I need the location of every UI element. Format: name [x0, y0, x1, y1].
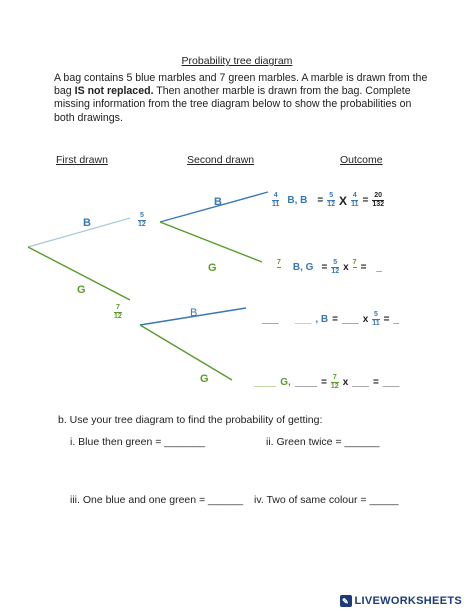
outcome-gb-times: x — [362, 314, 369, 325]
bb-branch-den: 11 — [272, 201, 280, 208]
bb-f2-num: 4 — [352, 192, 357, 199]
outcome-bg-times: x — [343, 262, 349, 273]
first-blue-den: 12 — [138, 221, 146, 229]
outcome-bg-blank[interactable]: _ — [376, 262, 382, 273]
outcome-gb-blank4[interactable]: _ — [393, 314, 400, 325]
bg-f2-num: 7 — [352, 259, 357, 266]
gg-f1-num: 7 — [332, 374, 337, 381]
outcome-gb-blank3[interactable]: ___ — [342, 314, 359, 325]
logo-mark-icon: ✎ — [340, 595, 352, 607]
intro-text-2: Then another marble is drawn from the bag. Complete missing information from the tree diagram below to show the probabilities on both drawings. — [54, 85, 412, 124]
bg-branch-num: 7 — [277, 259, 281, 266]
bb-branch-num: 4 — [273, 192, 278, 199]
outcome-row-bb — [272, 192, 384, 209]
outcome-gg-blank1[interactable]: ____ — [254, 377, 277, 388]
second-bg-label: G — [208, 262, 217, 274]
outcome-bg-eq2: = — [360, 262, 367, 273]
outcome-bb-eq2: = — [362, 195, 369, 206]
outcome-gg-eq2: = — [372, 377, 379, 388]
header-outcome: Outcome — [340, 154, 383, 166]
branch-gg — [140, 325, 232, 380]
bb-f1-den: 12 — [327, 201, 336, 208]
outcome-bb-name: B, B — [287, 195, 308, 206]
outcome-gg-eq: = — [321, 377, 327, 388]
outcome-bg-eq: = — [321, 262, 328, 273]
outcome-gg-times: x — [342, 377, 349, 388]
branch-first-blue — [28, 218, 130, 247]
outcome-gg-blank2[interactable]: ____ — [294, 377, 318, 388]
first-green-den: 12 — [114, 313, 122, 321]
outcome-gb-eq2: = — [383, 314, 390, 325]
first-green-label: G — [77, 284, 86, 296]
page-title: Probability tree diagram — [181, 55, 293, 67]
outcome-gb-blank1[interactable]: ___ — [262, 314, 279, 325]
bg-f1-num: 5 — [333, 259, 338, 266]
bg-f1-den: 12 — [331, 268, 340, 275]
outcome-gb-blank2[interactable]: ___ — [294, 314, 312, 325]
header-first-drawn: First drawn — [56, 154, 108, 166]
bb-result-num: 20 — [374, 192, 383, 199]
outcome-bg-name: B, G — [292, 262, 314, 273]
second-gg-label: G — [200, 373, 209, 385]
bg-f2-den — [354, 268, 356, 276]
outcome-gg-blank3[interactable]: ___ — [352, 377, 369, 388]
question-ii[interactable]: ii. Green twice = ______ — [266, 436, 380, 448]
bb-f2-den: 11 — [351, 201, 359, 208]
logo-text: LIVEWORKSHEETS — [354, 595, 462, 607]
second-gb-label: B — [190, 307, 198, 319]
outcome-row-gb — [262, 311, 399, 328]
header-second-drawn: Second drawn — [187, 154, 255, 166]
outcome-gb-eq: = — [332, 314, 338, 325]
first-green-prob — [114, 304, 122, 322]
first-blue-num: 5 — [139, 212, 144, 220]
question-i[interactable]: i. Blue then green = _______ — [70, 436, 206, 448]
branch-bg — [160, 222, 262, 262]
outcome-gg-name: G, — [280, 377, 291, 388]
gb-f2-den: 11 — [372, 320, 380, 327]
first-blue-prob — [138, 212, 146, 230]
question-iv[interactable]: iv. Two of same colour = _____ — [254, 494, 399, 506]
first-blue-label: B — [83, 217, 91, 229]
outcome-bb-eq: = — [317, 195, 324, 206]
outcome-row-gg — [254, 374, 399, 391]
second-bb-label: B — [214, 196, 222, 208]
question-iii[interactable]: iii. One blue and one green = ______ — [70, 494, 244, 506]
question-intro: b. Use your tree diagram to find the probability of getting: — [58, 414, 323, 426]
bb-f1-num: 5 — [329, 192, 334, 199]
bb-result-den: 132 — [372, 201, 384, 208]
liveworksheets-logo[interactable] — [340, 595, 463, 607]
outcome-gb-name: , B — [315, 314, 329, 325]
bg-branch-den — [278, 268, 280, 276]
intro-text-1: A bag contains 5 blue marbles and 7 green marbles. A marble is drawn from the bag — [54, 72, 428, 98]
gb-f2-num: 5 — [374, 311, 378, 318]
first-green-num: 7 — [115, 304, 120, 312]
outcome-gg-blank4[interactable]: ___ — [382, 377, 400, 388]
intro-bold: IS not replaced. — [74, 85, 154, 98]
outcome-bb-times: X — [339, 193, 348, 208]
gg-f1-den: 12 — [330, 383, 339, 390]
outcome-row-bg — [277, 259, 382, 276]
